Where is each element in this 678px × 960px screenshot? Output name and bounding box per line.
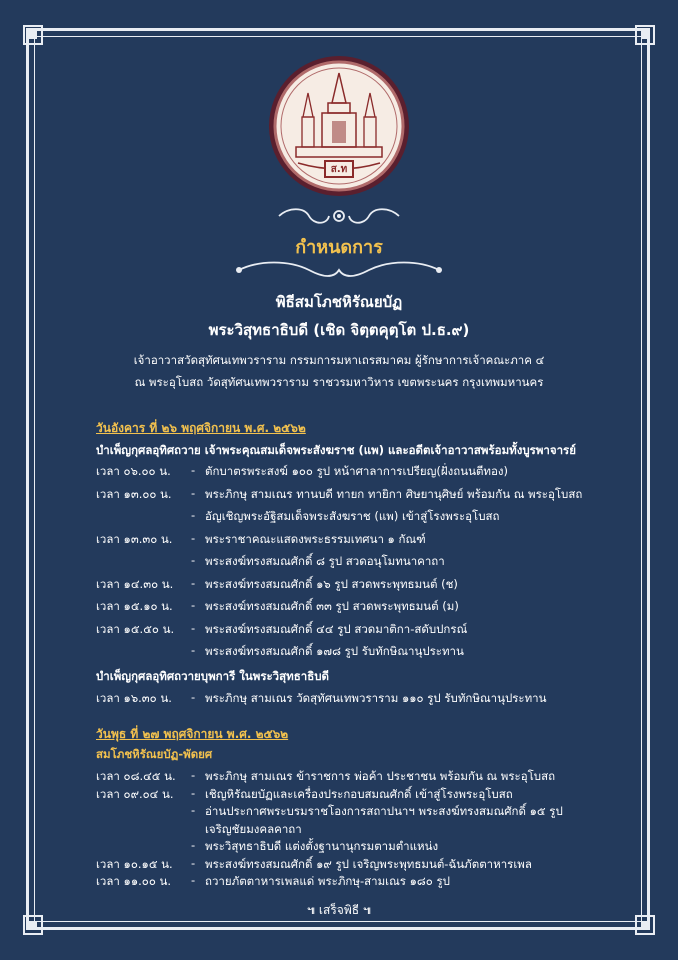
bottom-ornament: [0, 260, 678, 284]
page-title: กำหนดการ: [295, 237, 383, 258]
schedule-row: - อัญเชิญพระอัฐิสมเด็จพระสังฆราช (แพ) เข้าสู่โรงพระอุโบสถ: [0, 508, 678, 526]
schedule-time: เวลา ๑๐.๑๕ น.: [96, 857, 173, 871]
schedule-time: เวลา ๑๓.๓๐ น.: [96, 532, 173, 546]
schedule-text: ตักบาตรพระสงฆ์ ๑๐๐ รูป หน้าศาลาการเปรียญ(ฝั่งถนนตีทอง): [205, 464, 509, 478]
schedule-row: เวลา ๑๔.๓๐ น. - พระสงฆ์ทรงสมณศักดิ์ ๑๖ รูป สวดพระพุทธมนต์ (ช): [0, 576, 678, 594]
schedule-text: พระสงฆ์ทรงสมณศักดิ์ ๓๓ รูป สวดพระพุทธมนต์ (ม): [205, 599, 459, 613]
schedule-time: เวลา ๐๙.๐๔ น.: [96, 787, 174, 801]
day1-section2-title: บำเพ็ญกุศลอุทิศถวายบุพการี ในพระวิสุทธาธิบดี: [96, 669, 329, 683]
ceremony-name: พิธีสมโภชหิรัณยบัฏ: [275, 293, 403, 311]
schedule-text: พระภิกษุ สามเณร ข้าราชการ พ่อค้า ประชาชน พร้อมกัน ณ พระอุโบสถ: [205, 769, 556, 783]
scroll-ornament-icon: [269, 205, 409, 227]
venue: ณ พระอุโบสถ วัดสุทัศนเทพวราราม ราชวรมหาวิหาร เขตพระนคร กรุงเทพมหานคร: [134, 375, 544, 389]
scroll-ornament-icon: [229, 260, 449, 280]
schedule-time: เวลา ๐๘.๔๕ น.: [96, 769, 176, 783]
honoree-title: เจ้าอาวาสวัดสุทัศนเทพวราราม กรรมการมหาเถรสมาคม ผู้รักษาการเจ้าคณะภาค ๔: [133, 353, 545, 367]
schedule-row: [0, 856, 678, 874]
schedule-text: พระภิกษุ สามเณร ทานบดี ทายก ทายิกา ศิษยานุศิษย์ พร้อมกัน ณ พระอุโบสถ: [205, 487, 583, 501]
schedule-row: เวลา ๑๓.๓๐ น. - พระราชาคณะแสดงพระธรรมเทศนา ๑ กัณฑ์: [0, 531, 678, 549]
schedule-text: พระราชาคณะแสดงพระธรรมเทศนา ๑ กัณฑ์: [205, 532, 426, 546]
schedule-text: พระสงฆ์ทรงสมณศักดิ์ ๑๗๘ รูป รับทักษิณานุประทาน: [205, 644, 464, 658]
schedule-text: อ่านประกาศพระบรมราชโองการสถาปนาฯ พระสงฆ์ทรงสมณศักดิ์ ๑๕ รูป: [205, 804, 563, 818]
bullet-dash: -: [191, 768, 196, 782]
honoree-name: พระวิสุทธาธิบดี (เชิด จิตฺตคุตฺโต ป.ธ.๙): [208, 321, 470, 339]
schedule-text: พระสงฆ์ทรงสมณศักดิ์ ๘ รูป สวดอนุโมทนาคาถา: [205, 554, 445, 568]
schedule-row: เวลา ๑๓.๐๐ น. - พระภิกษุ สามเณร ทานบดี ทายก ทายิกา ศิษยานุศิษย์ พร้อมกัน ณ พระอุโบสถ: [0, 486, 678, 504]
corner-ornament-icon: [22, 24, 44, 46]
schedule-text: เจริญชัยมงคลคาถา: [205, 822, 302, 836]
top-ornament: [0, 205, 678, 231]
day1-section1-title: บำเพ็ญกุศลอุทิศถวาย เจ้าพระคุณสมเด็จพระสังฆราช (แพ) และอดีตเจ้าอาวาสพร้อมทั้งบูรพาจารย์: [96, 443, 576, 457]
schedule-row: [0, 768, 678, 786]
schedule-time: เวลา ๑๑.๐๐ น.: [96, 874, 172, 888]
schedule-time: เวลา ๑๔.๓๐ น.: [96, 577, 174, 591]
schedule-row: [0, 803, 678, 821]
schedule-text: ถวายภัตตาหารเพลแด่ พระภิกษุ-สามเณร ๑๘๐ รูป: [205, 874, 450, 888]
schedule-row: [0, 821, 678, 839]
temple-seal: [268, 55, 410, 197]
day1-date: วันอังคาร ที่ ๒๖ พฤศจิกายน พ.ศ. ๒๕๖๒: [96, 421, 306, 435]
schedule-text: พระภิกษุ สามเณร วัดสุทัศนเทพวราราม ๑๑๐ รูป รับทักษิณานุประทาน: [205, 691, 547, 705]
schedule-row: - พระสงฆ์ทรงสมณศักดิ์ ๘ รูป สวดอนุโมทนาคาถา: [0, 553, 678, 571]
day2-date: วันพุธ ที่ ๒๗ พฤศจิกายน พ.ศ. ๒๕๖๒: [96, 727, 289, 741]
end-of-ceremony: ๚ เสร็จพิธี ๚: [306, 903, 372, 917]
corner-ornament-icon: [634, 24, 656, 46]
bullet-dash: -: [191, 873, 196, 887]
schedule-text: พระสงฆ์ทรงสมณศักดิ์ ๑๖ รูป สวดพระพุทธมนต์ (ช): [205, 577, 458, 591]
schedule-text: พระสงฆ์ทรงสมณศักดิ์ ๑๙ รูป เจริญพระพุทธมนต์-ฉันภัตตาหารเพล: [205, 857, 532, 871]
schedule-row: [0, 873, 678, 891]
bullet-dash: -: [191, 803, 196, 817]
schedule-row: เวลา ๐๖.๐๐ น. - ตักบาตรพระสงฆ์ ๑๐๐ รูป หน้าศาลาการเปรียญ(ฝั่งถนนตีทอง): [0, 463, 678, 481]
schedule-row: เวลา ๑๕.๕๐ น. - พระสงฆ์ทรงสมณศักดิ์ ๔๔ รูป สวดมาติกา-สดับปกรณ์: [0, 621, 678, 639]
schedule-row: เวลา ๑๖.๓๐ น. - พระภิกษุ สามเณร วัดสุทัศนเทพวราราม ๑๑๐ รูป รับทักษิณานุประทาน: [0, 690, 678, 708]
schedule-time: เวลา ๐๖.๐๐ น.: [96, 464, 171, 478]
bullet-dash: -: [191, 856, 196, 870]
day2-section-title: สมโภชหิรัณยบัฏ-พัดยศ: [96, 747, 213, 761]
schedule-row: เวลา ๑๕.๑๐ น. - พระสงฆ์ทรงสมณศักดิ์ ๓๓ รูป สวดพระพุทธมนต์ (ม): [0, 598, 678, 616]
schedule-text: อัญเชิญพระอัฐิสมเด็จพระสังฆราช (แพ) เข้าสู่โรงพระอุโบสถ: [205, 509, 500, 523]
schedule-time: เวลา ๑๖.๓๐ น.: [96, 691, 172, 705]
bullet-dash: -: [191, 838, 196, 852]
schedule-time: เวลา ๑๓.๐๐ น.: [96, 487, 172, 501]
schedule-row: [0, 838, 678, 856]
seal-badge-text: ส.ท: [330, 164, 348, 175]
schedule-text: เชิญหิรัณยบัฏและเครื่องประกอบสมณศักดิ์ เข้าสู่โรงพระอุโบสถ: [205, 787, 513, 801]
schedule-text: พระวิสุทธาธิบดี แต่งตั้งฐานานุกรมตามตำแหน่ง: [205, 839, 439, 853]
schedule-row: [0, 786, 678, 804]
schedule-time: เวลา ๑๕.๕๐ น.: [96, 622, 175, 636]
bullet-dash: -: [191, 786, 196, 800]
schedule-text: พระสงฆ์ทรงสมณศักดิ์ ๔๔ รูป สวดมาติกา-สดับปกรณ์: [205, 622, 468, 636]
schedule-time: เวลา ๑๕.๑๐ น.: [96, 599, 173, 613]
schedule-row: - พระสงฆ์ทรงสมณศักดิ์ ๑๗๘ รูป รับทักษิณานุประทาน: [0, 643, 678, 661]
